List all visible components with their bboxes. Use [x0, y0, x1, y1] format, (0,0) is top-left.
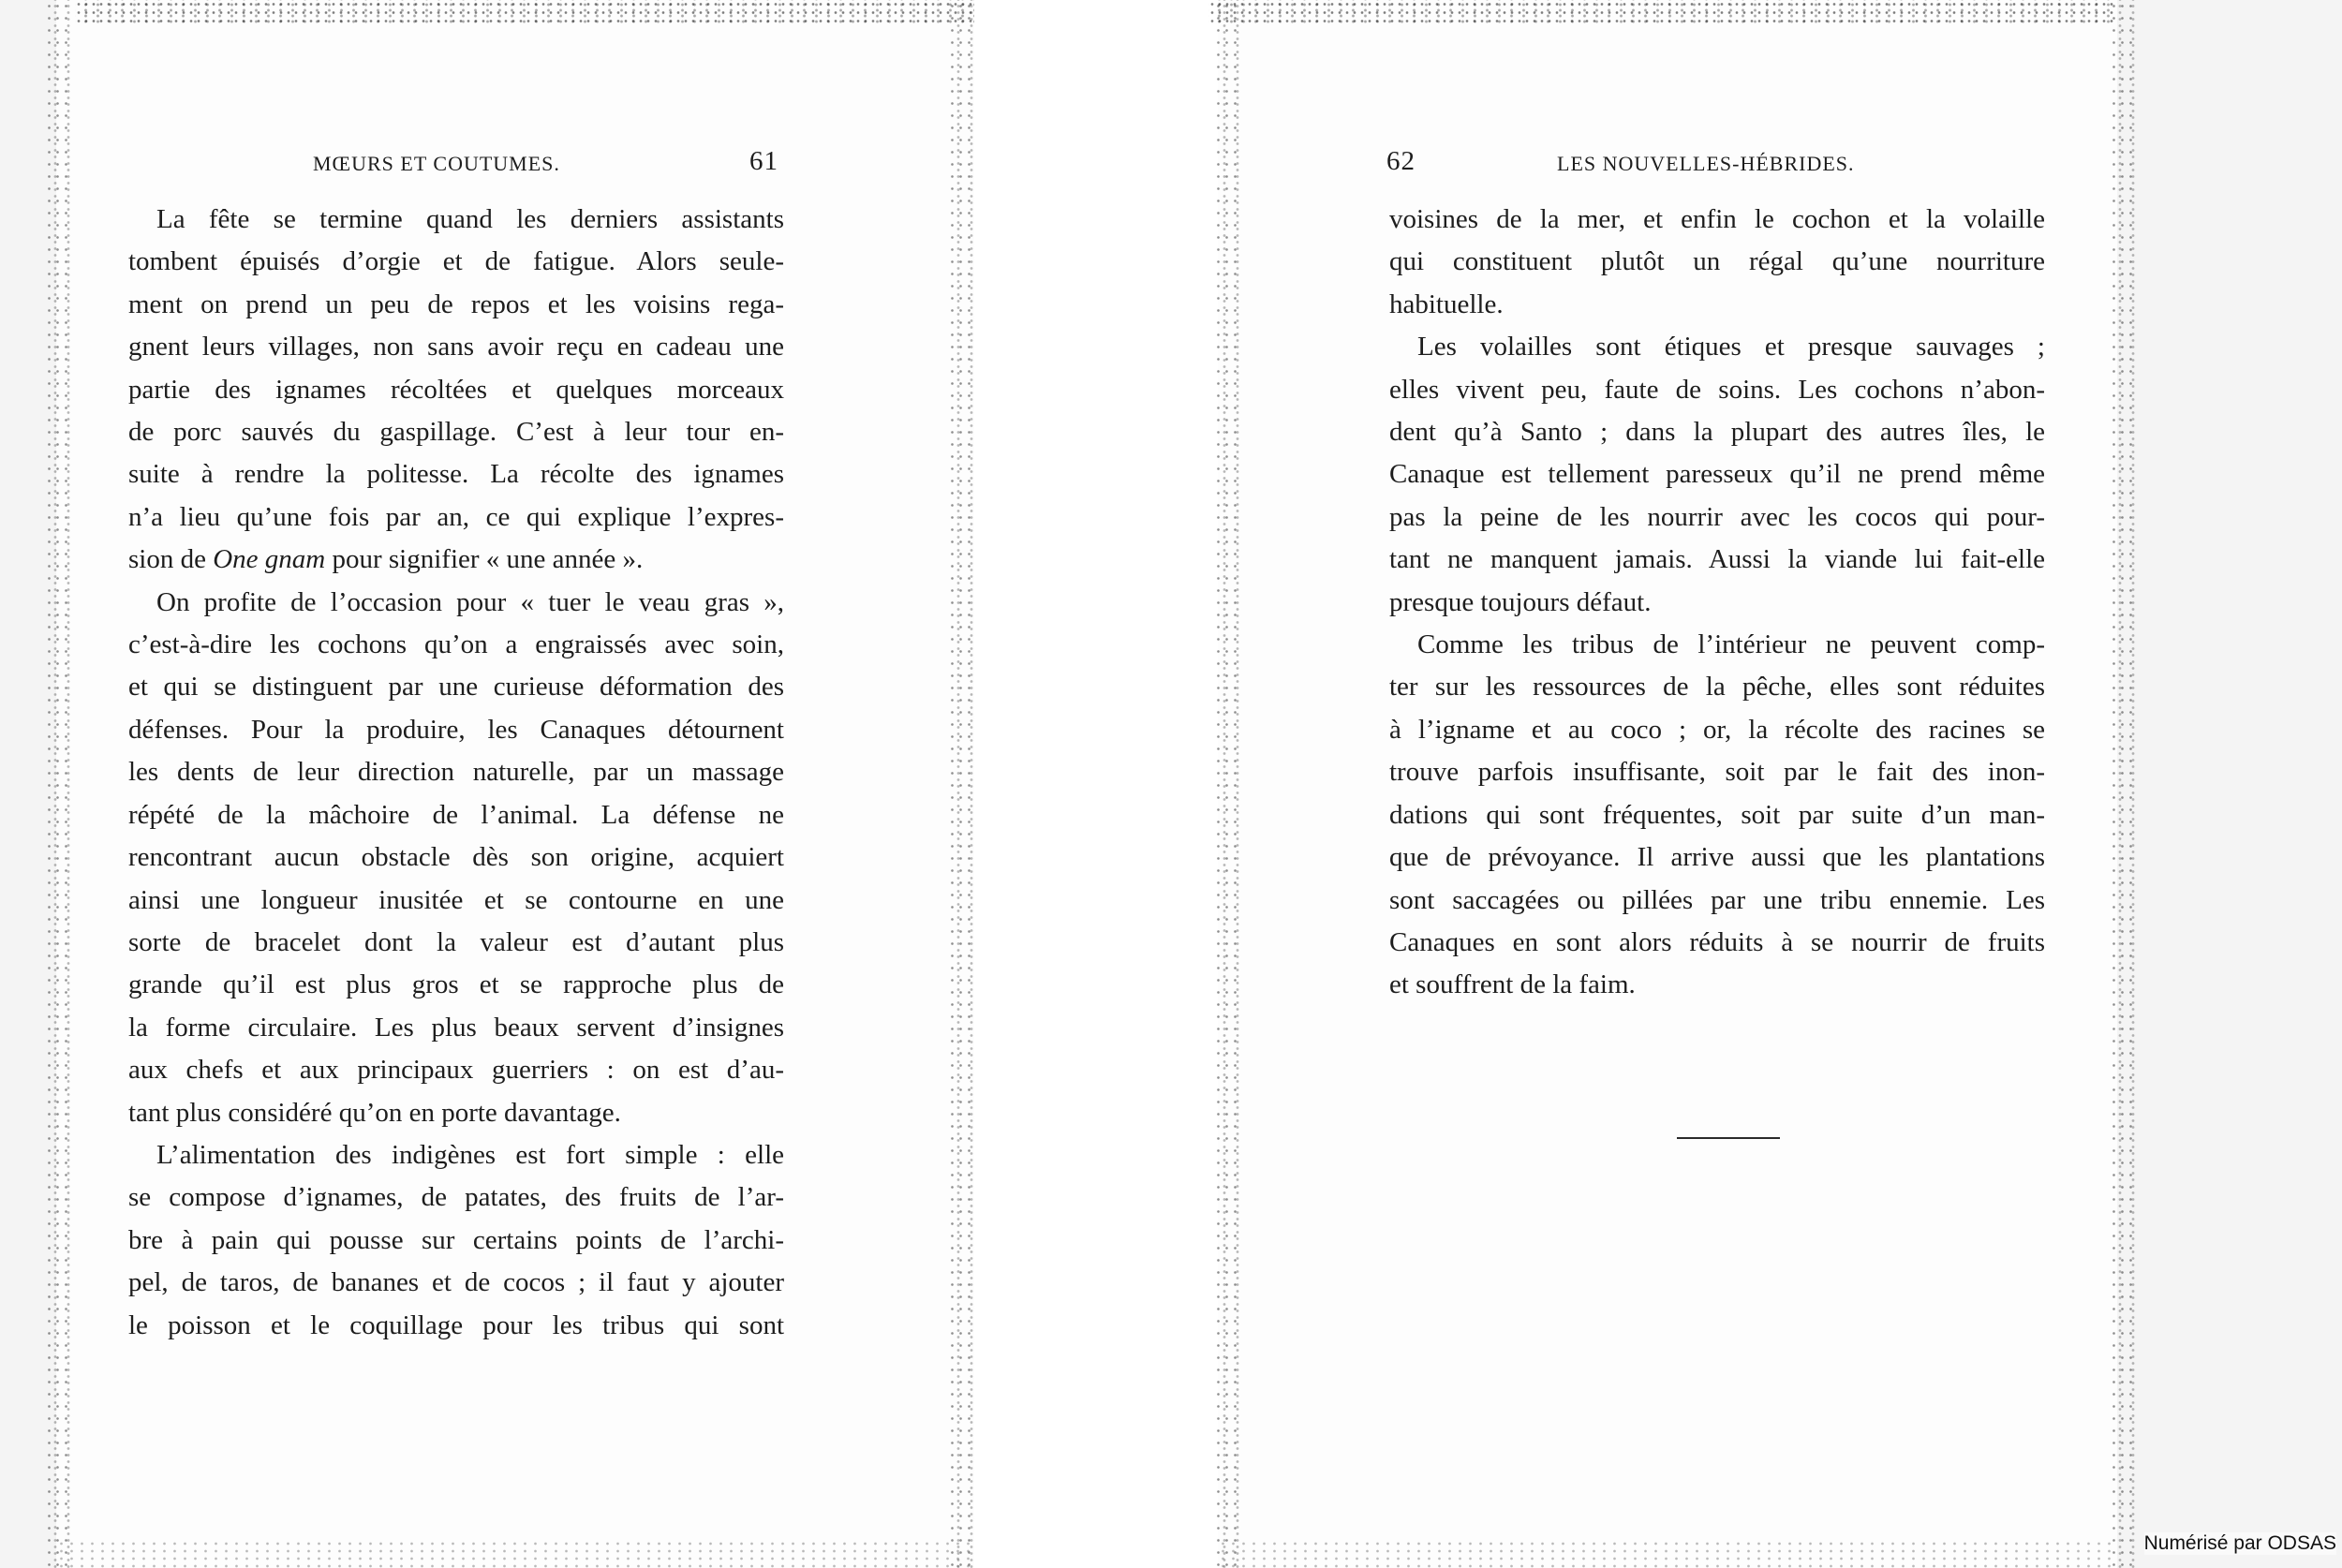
text-line: les dents de leur direction naturelle, par un massage	[128, 757, 784, 788]
text-line: habituelle.	[1389, 288, 1504, 319]
right-page-body	[1389, 199, 2045, 1007]
text-line: c’est-à-dire les cochons qu’on a engraissés avec soin,	[128, 629, 784, 660]
text-line: Les volailles sont étiques et presque sauvages ;	[1417, 332, 2045, 362]
text-line: et souffrent de la faim.	[1389, 969, 1636, 1000]
text-line: répété de la mâchoire de l’animal. La défense ne	[128, 799, 784, 830]
left-page-outer-edge	[45, 0, 73, 1568]
text-line: qui constituent plutôt un régal qu’une nourriture	[1389, 246, 2045, 277]
text-line: Canaques en sont alors réduits à se nourrir de fruits	[1389, 926, 2045, 957]
text-line: On profite de l’occasion pour « tuer le veau gras »,	[156, 586, 784, 617]
text-line: La fête se termine quand les derniers assistants	[156, 204, 784, 234]
text-line: sorte de bracelet dont la valeur est d’autant plus	[128, 926, 784, 957]
text-line: presque toujours défaut.	[1389, 586, 1652, 617]
text-line: tant plus considéré qu’on en porte davantage.	[128, 1097, 621, 1128]
left-page-body	[128, 199, 784, 1347]
text-line: dations qui sont fréquentes, soit par suite d’un man-	[1389, 799, 2045, 830]
text-line: suite à rendre la politesse. La récolte des ignames	[128, 459, 784, 490]
text-line: gnent leurs villages, non sans avoir reçu en cadeau une	[128, 332, 784, 362]
right-page-number: 62	[1386, 146, 1416, 176]
text-line: bre à pain qui pousse sur certains points de l’archi-	[128, 1224, 784, 1255]
text-line: elles vivent peu, faute de soins. Les cochons n’abon-	[1389, 374, 2045, 405]
text-line: Canaque est tellement paresseux qu’il ne prend même	[1389, 459, 2045, 490]
text-line: rencontrant aucun obstacle dès son origine, acquiert	[128, 842, 784, 873]
gutter	[974, 0, 1218, 1568]
text-line: se compose d’ignames, de patates, des fruits de l’ar-	[128, 1182, 784, 1213]
text-line: n’a lieu qu’une fois par an, ce qui explique l’expres-	[128, 501, 784, 532]
text-line: voisines de la mer, et enfin le cochon et la volaille	[1389, 204, 2045, 234]
text-line: partie des ignames récoltées et quelques morceaux	[128, 374, 784, 405]
text-line: de porc sauvés du gaspillage. C’est à leur tour en-	[128, 417, 784, 448]
right-running-head: LES NOUVELLES-HÉBRIDES.	[1557, 152, 1855, 175]
text-line: que de prévoyance. Il arrive aussi que les plantations	[1389, 842, 2045, 873]
text-line: L’alimentation des indigènes est fort simple : elle	[156, 1139, 784, 1170]
left-page-top-edge	[75, 0, 974, 24]
text-line: la forme circulaire. Les plus beaux servent d’insignes	[128, 1012, 784, 1043]
text-line: tant ne manquent jamais. Aussi la viande lui fait-elle	[1389, 544, 2045, 575]
right-page-bottom-edge	[1218, 1540, 2117, 1568]
left-page-inner-edge	[948, 0, 976, 1568]
text-line: le poisson et le coquillage pour les tribus qui sont	[128, 1309, 784, 1340]
text-line: ment on prend un peu de repos et les voisins rega-	[128, 288, 784, 319]
right-page-outer-edge	[2110, 0, 2138, 1568]
text-line: sion de One gnam pour signifier « une année ».	[128, 544, 644, 575]
text-line: Comme les tribus de l’intérieur ne peuvent comp-	[1417, 629, 2045, 660]
section-end-rule	[1677, 1137, 1780, 1139]
text-line: tombent épuisés d’orgie et de fatigue. Alors seule-	[128, 246, 784, 277]
text-line: trouve parfois insuffisante, soit par le fait des inon-	[1389, 757, 2045, 788]
text-line: dent qu’à Santo ; dans la plupart des autres îles, le	[1389, 417, 2045, 448]
right-page-top-edge	[1208, 0, 2117, 24]
text-line: et qui se distinguent par une curieuse déformation des	[128, 672, 784, 703]
text-line: à l’igname et au coco ; or, la récolte des racines se	[1389, 714, 2045, 745]
text-line: défenses. Pour la produire, les Canaques détournent	[128, 714, 784, 745]
text-line: aux chefs et aux principaux guerriers : on est d’au-	[128, 1055, 784, 1086]
text-line: ainsi une longueur inusitée et se contourne en une	[128, 884, 784, 915]
text-line: ter sur les ressources de la pêche, elles sont réduites	[1389, 672, 2045, 703]
left-running-head: MŒURS ET COUTUMES.	[313, 152, 560, 175]
text-line: pel, de taros, de bananes et de cocos ; il faut y ajouter	[128, 1267, 784, 1298]
text-line: sont saccagées ou pillées par une tribu ennemie. Les	[1389, 884, 2045, 915]
text-line: pas la peine de les nourrir avec les cocos qui pour-	[1389, 501, 2045, 532]
text-line: grande qu’il est plus gros et se rapproche plus de	[128, 969, 784, 1000]
left-page-bottom-edge	[56, 1540, 974, 1568]
watermark: Numérisé par ODSAS	[2143, 1532, 2336, 1554]
left-page-number: 61	[749, 146, 778, 176]
right-page-inner-edge	[1214, 0, 1242, 1568]
